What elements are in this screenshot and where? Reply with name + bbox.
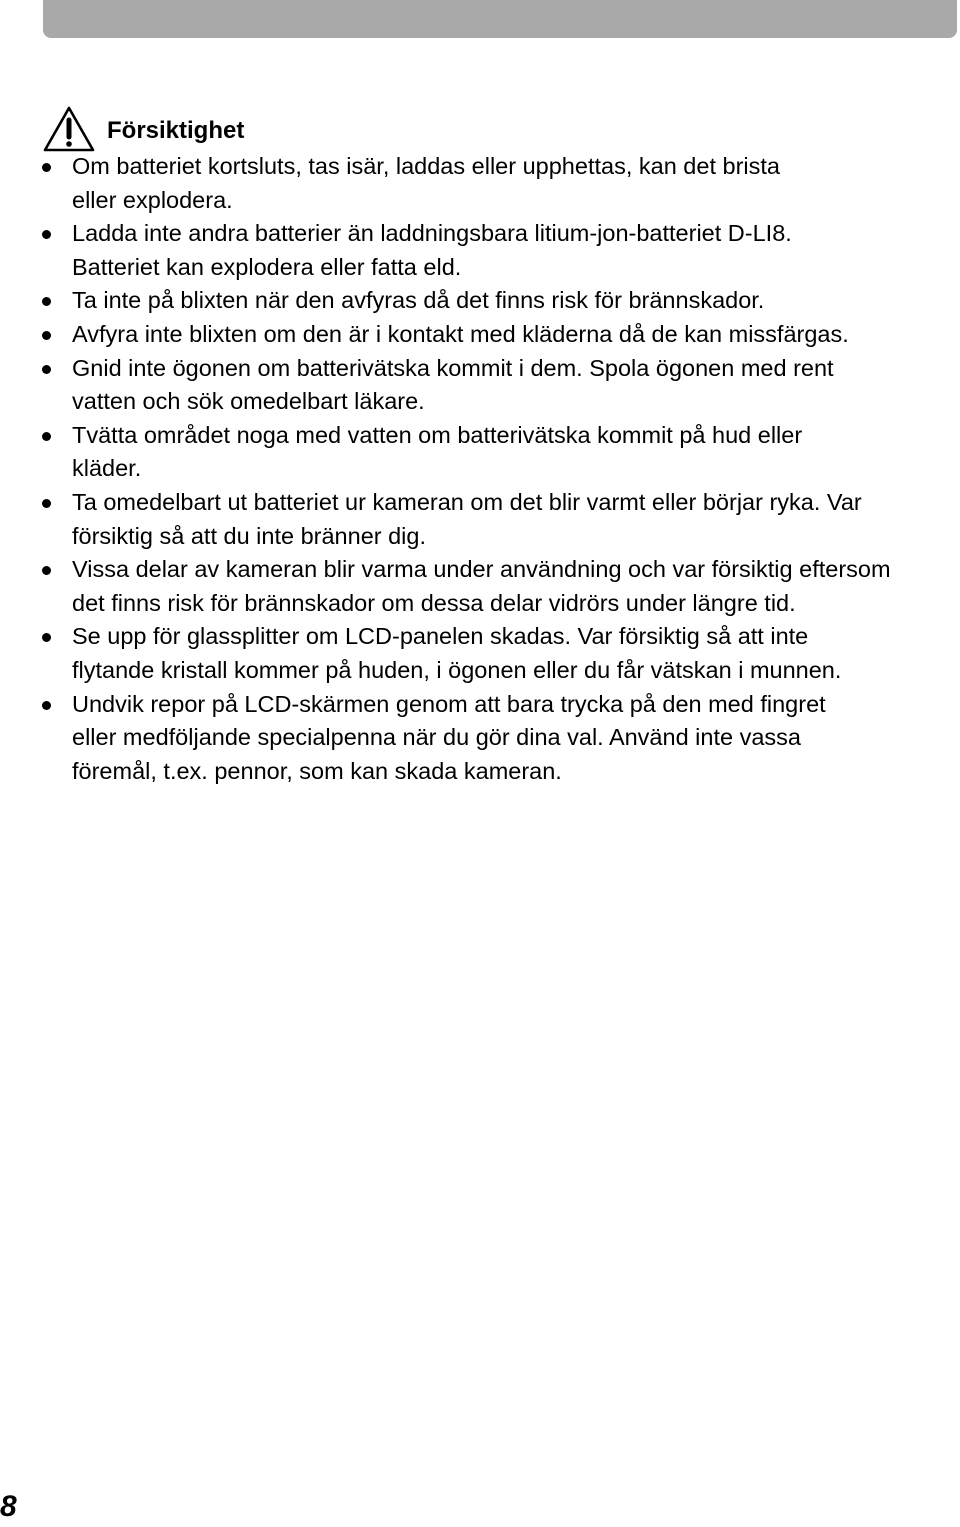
caution-item-line: Vissa delar av kameran blir varma under användning och var försiktig eftersom [72,556,891,583]
caution-item [0,318,952,352]
caution-title: Försiktighet [107,117,245,144]
caution-header [43,106,244,152]
caution-item-line: Undvik repor på LCD-skärmen genom att bara trycka på den med fingret [72,690,826,717]
caution-item [0,352,952,419]
bullet-dot-icon [42,331,51,340]
bullet-dot-icon [42,163,51,172]
bullet-dot-icon [42,230,51,239]
caution-item [0,688,952,789]
bullet-dot-icon [42,297,51,306]
caution-item-line: Ta inte på blixten när den avfyras då det finns risk för brännskador. [72,287,765,314]
bullet-dot-icon [42,499,51,508]
caution-item-line: försiktig så att du inte bränner dig. [72,522,427,549]
caution-item-line: Ladda inte andra batterier än laddningsbara litium-jon-batteriet D-LI8. [72,220,792,247]
caution-item [0,217,952,284]
caution-item-line: det finns risk för brännskador om dessa delar vidrörs under längre tid. [72,589,796,616]
caution-item [0,620,952,687]
caution-item [0,284,952,318]
bullet-dot-icon [42,633,51,642]
caution-item [0,553,952,620]
caution-item [0,150,952,217]
caution-item-line: kläder. [72,455,142,482]
caution-item-line: Om batteriet kortsluts, tas isär, laddas eller upphettas, kan det brista [72,153,780,179]
caution-item [0,486,952,553]
caution-item-line: föremål, t.ex. pennor, som kan skada kameran. [72,757,562,784]
caution-item-line: Se upp för glassplitter om LCD-panelen skadas. Var försiktig så att inte [72,623,809,650]
caution-item-line: Batteriet kan explodera eller fatta eld. [72,253,462,280]
bullet-dot-icon [42,365,51,374]
caution-item-line: flytande kristall kommer på huden, i ögonen eller du får vätskan i munnen. [72,656,842,683]
header-bar [43,0,957,38]
caution-item-line: Tvätta området noga med vatten om batterivätska kommit på hud eller [72,421,803,448]
bullet-dot-icon [42,701,51,710]
bullet-dot-icon [42,432,51,441]
page-number: 8 [0,1490,17,1523]
caution-item-line: Ta omedelbart ut batteriet ur kameran om det blir varmt eller börjar ryka. Var [72,488,862,515]
caution-list [0,150,960,788]
bullet-dot-icon [42,566,51,575]
caution-item-line: Avfyra inte blixten om den är i kontakt med kläderna då de kan missfärgas. [72,320,849,347]
caution-item-line: eller medföljande specialpenna när du gör dina val. Använd inte vassa [72,724,801,751]
caution-item [0,419,952,486]
caution-item-line: eller explodera. [72,186,233,213]
caution-item-line: vatten och sök omedelbart läkare. [72,388,425,415]
warning-triangle-icon [43,106,95,152]
caution-item-line: Gnid inte ögonen om batterivätska kommit i dem. Spola ögonen med rent [72,354,834,381]
